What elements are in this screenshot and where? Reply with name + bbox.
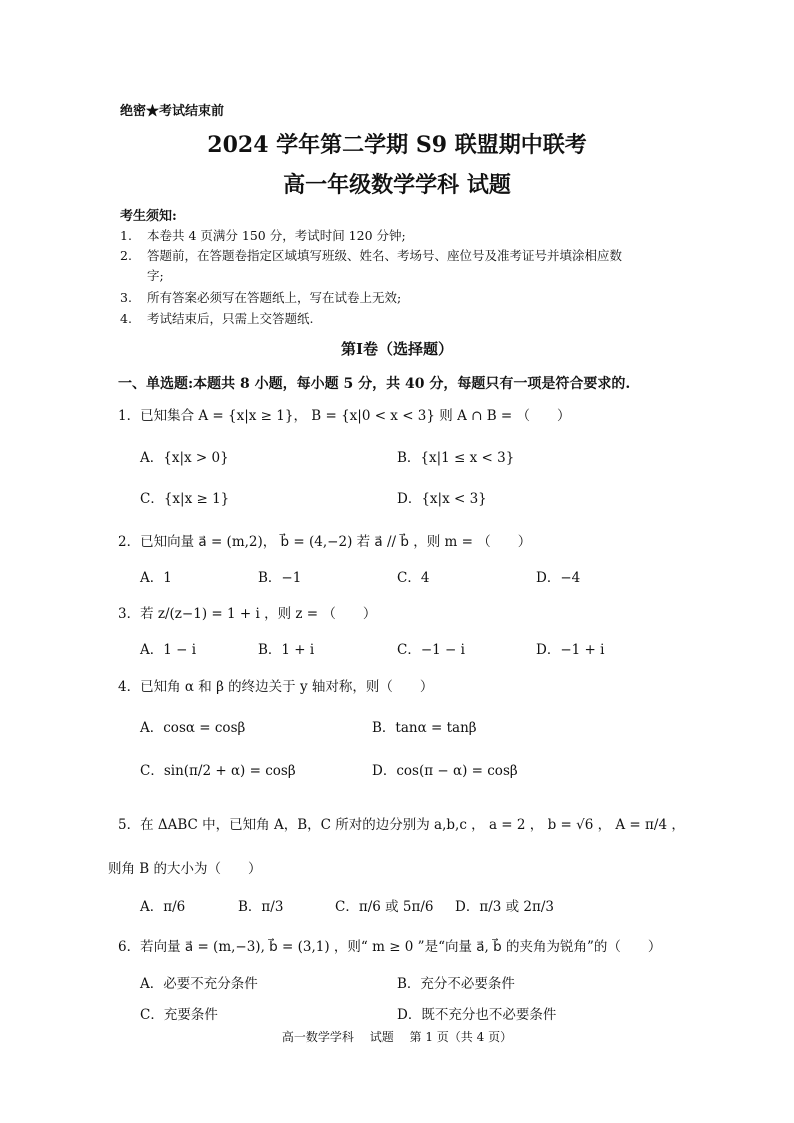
question-1-stem: 1．已知集合 A = {x|x ≥ 1}， B = {x|0 < x < 3} 则 A ∩ B = （ ） xyxy=(118,408,571,424)
page-footer: 高一数学学科 试题 第 1 页（共 4 页） xyxy=(281,1030,513,1044)
question-1-option-b[interactable]: B．{x|1 ≤ x < 3} xyxy=(397,450,515,466)
question-5-option-d[interactable]: D．π/3 或 2π/3 xyxy=(455,899,555,915)
question-3-option-d[interactable]: D．−1 + i xyxy=(536,642,605,658)
question-4-option-c[interactable]: C．sin(π/2 + α) = cosβ xyxy=(140,763,296,779)
question-2-option-c[interactable]: C．4 xyxy=(397,570,430,586)
question-4-option-d[interactable]: D．cos(π − α) = cosβ xyxy=(372,763,518,779)
question-3-option-a[interactable]: A．1 − i xyxy=(140,642,197,658)
exam-subtitle: 高一年级数学学科 试题 xyxy=(283,172,511,198)
section-heading: 一、单选题:本题共 8 小题，每小题 5 分，共 40 分，每题只有一项是符合要求的. xyxy=(118,376,631,392)
question-2-stem: 2．已知向量 a⃗ = (m,2)， b⃗ = (4,−2) 若 a⃗ // b⃗ ，则 m = （ ） xyxy=(118,534,532,550)
question-5-option-c[interactable]: C．π/6 或 5π/6 xyxy=(335,899,434,915)
confidential-mark: 绝密★考试结束前 xyxy=(120,104,225,119)
question-6-stem: 6．若向量 a⃗ = (m,−3), b⃗ = (3,1) ，则“ m ≥ 0 ”是“向量 a⃗, b⃗ 的夹角为锐角”的（ ） xyxy=(118,939,662,955)
question-5-option-a[interactable]: A．π/6 xyxy=(140,899,186,915)
notice-item: 1. 本卷共 4 页满分 150 分，考试时间 120 分钟; xyxy=(120,228,406,243)
notice-item: 2. 答题前，在答题卷指定区域填写班级、姓名、考场号、座位号及准考证号并填涂相应数 xyxy=(120,248,623,263)
notice-item: 4. 考试结束后，只需上交答题纸. xyxy=(120,311,314,326)
question-3-stem: 3．若 z/(z−1) = 1 + i ，则 z = （ ） xyxy=(118,606,377,622)
question-5-stem: 5．在 ΔABC 中，已知角 A，B，C 所对的边分别为 a,b,c ， a = 2 ， b = √6 ， A = π/4 ， xyxy=(118,817,685,833)
notice-item: 3. 所有答案必须写在答题纸上，写在试卷上无效; xyxy=(120,290,402,305)
question-3-option-b[interactable]: B．1 + i xyxy=(258,642,315,658)
notice-heading: 考生须知: xyxy=(120,209,177,224)
question-2-option-a[interactable]: A．1 xyxy=(140,570,172,586)
question-2-option-d[interactable]: D．−4 xyxy=(536,570,581,586)
question-6-option-a[interactable]: A．必要不充分条件 xyxy=(140,976,258,992)
exam-title: 2024 学年第二学期 S9 联盟期中联考 xyxy=(207,132,587,158)
question-6-option-d[interactable]: D．既不充分也不必要条件 xyxy=(397,1007,557,1023)
question-5-stem-continued: 则角 B 的大小为（ ） xyxy=(108,861,262,877)
question-3-option-c[interactable]: C．−1 − i xyxy=(397,642,465,658)
question-5-option-b[interactable]: B．π/3 xyxy=(238,899,284,915)
question-1-option-a[interactable]: A．{x|x > 0} xyxy=(140,450,229,466)
question-4-option-b[interactable]: B．tanα = tanβ xyxy=(372,720,477,736)
question-6-option-c[interactable]: C．充要条件 xyxy=(140,1007,218,1023)
question-4-stem: 4．已知角 α 和 β 的终边关于 y 轴对称，则（ ） xyxy=(118,679,434,695)
notice-item: 字; xyxy=(147,268,164,283)
question-1-option-d[interactable]: D．{x|x < 3} xyxy=(397,491,487,507)
question-1-option-c[interactable]: C．{x|x ≥ 1} xyxy=(140,491,230,507)
question-6-option-b[interactable]: B．充分不必要条件 xyxy=(397,976,515,992)
question-2-option-b[interactable]: B．−1 xyxy=(258,570,302,586)
question-4-option-a[interactable]: A．cosα = cosβ xyxy=(140,720,246,736)
volume-heading: 第Ⅰ卷（选择题） xyxy=(340,340,454,358)
